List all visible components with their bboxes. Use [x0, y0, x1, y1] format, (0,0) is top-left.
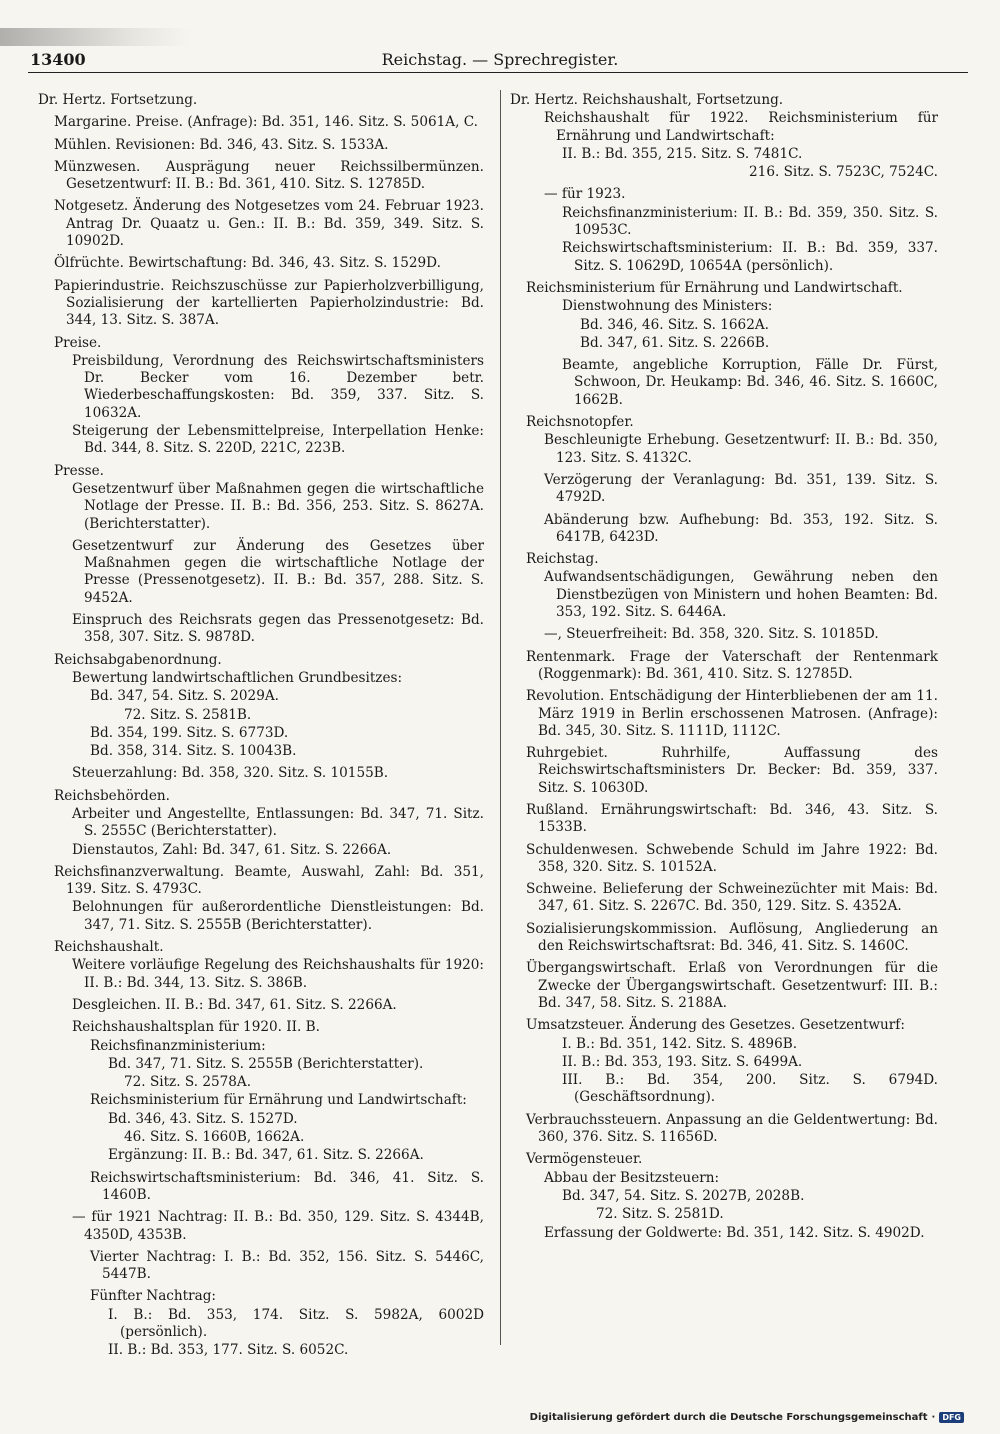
index-entry: Papierindustrie. Reichszuschüsse zur Papierholzverbilligung, Sozialisierung der kartellierten Papierholzindustrie: Bd. 344, 13. Sitz. S. 387A. [54, 277, 484, 329]
index-entry: Bd. 358, 314. Sitz. S. 10043B. [90, 743, 297, 760]
index-entry: Verzögerung der Veranlagung: Bd. 351, 139. Sitz. S. 4792D. [544, 471, 938, 506]
index-entry: Preisbildung, Verordnung des Reichswirtschaftsministers Dr. Becker vom 16. Dezember betr. Wiederbeschaffungskosten: Bd. 359, 337. Sitz. S. 10632A. [72, 352, 484, 421]
index-entry: Abänderung bzw. Aufhebung: Bd. 353, 192. Sitz. S. 6417B, 6423D. [544, 511, 938, 545]
index-entry: Abbau der Besitzsteuern: [544, 1169, 720, 1186]
index-entry: Reichshaushalt. [54, 939, 164, 956]
index-entry: Reichswirtschaftsministerium: Bd. 346, 41. Sitz. S. 1460B. [90, 1169, 484, 1203]
index-entry: Reichsfinanzministerium: II. B.: Bd. 359, 350. Sitz. S. 10953C. [562, 204, 938, 239]
index-entry: II. B.: Bd. 355, 215. Sitz. S. 7481C. [562, 145, 803, 162]
page-number: 13400 [30, 50, 86, 69]
index-entry: Reichshaushalt für 1922. Reichsministerium für Ernährung und Landwirtschaft: [544, 110, 938, 144]
index-entry: Reichsbehörden. [54, 787, 170, 804]
index-entry: Bd. 354, 199. Sitz. S. 6773D. [90, 724, 289, 741]
index-entry: Bd. 347, 71. Sitz. S. 2555B (Berichterstatter). [108, 1055, 424, 1072]
index-entry: Beamte, angebliche Korruption, Fälle Dr. Fürst, Schwoon, Dr. Heukamp: Bd. 346, 46. Sitz. S. 1660C, 1662B. [562, 357, 938, 408]
index-entry: Dienstautos, Zahl: Bd. 347, 61. Sitz. S. 2266A. [72, 841, 392, 858]
index-entry: Belohnungen für außerordentliche Dienstleistungen: Bd. 347, 71. Sitz. S. 2555B (Berichterstatter). [72, 899, 484, 933]
index-entry: Schweine. Belieferung der Schweinezüchter mit Mais: Bd. 347, 61. Sitz. S. 2267C. Bd. 350, 129. Sitz. S. 4352A. [526, 881, 938, 915]
footer-text: Digitalisierung gefördert durch die Deutsche Forschungsgemeinschaft [529, 1412, 928, 1423]
index-entry: Bd. 347, 54. Sitz. S. 2027B, 2028B. [562, 1187, 805, 1204]
index-entry: Margarine. Preise. (Anfrage): Bd. 351, 146. Sitz. S. 5061A, C. [54, 114, 478, 131]
index-entry: Ölfrüchte. Bewirtschaftung: Bd. 346, 43. Sitz. S. 1529D. [54, 255, 441, 272]
index-entry: Münzwesen. Ausprägung neuer Reichssilbermünzen. Gesetzentwurf: II. B.: Bd. 361, 410. Sitz. S. 12785D. [54, 158, 484, 193]
index-entry: Rußland. Ernährungswirtschaft: Bd. 346, 43. Sitz. S. 1533B. [526, 801, 938, 836]
index-entry: 72. Sitz. S. 2581D. [596, 1206, 724, 1223]
column-divider [500, 90, 501, 1345]
index-entry: Bd. 346, 43. Sitz. S. 1527D. [108, 1110, 298, 1127]
index-entry: Presse. [54, 462, 105, 479]
index-entry: Reichsfinanzministerium: [90, 1037, 266, 1054]
index-entry: II. B.: Bd. 353, 177. Sitz. S. 6052C. [108, 1342, 349, 1359]
index-entry: —, Steuerfreiheit: Bd. 358, 320. Sitz. S. 10185D. [544, 626, 879, 643]
index-entry: Reichsministerium für Ernährung und Landwirtschaft: [90, 1092, 467, 1109]
index-entry: Bewertung landwirtschaftlichen Grundbesitzes: [72, 669, 403, 686]
index-entry: II. B.: Bd. 353, 193. Sitz. S. 6499A. [562, 1053, 803, 1070]
index-entry: Bd. 346, 46. Sitz. S. 1662A. [580, 316, 769, 333]
index-entry: Fünfter Nachtrag: [90, 1288, 217, 1305]
index-entry: Bd. 347, 61. Sitz. S. 2266B. [580, 334, 770, 351]
index-entry: Dienstwohnung des Ministers: [562, 298, 773, 315]
index-entry: Reichsfinanzverwaltung. Beamte, Auswahl, Zahl: Bd. 351, 139. Sitz. S. 4793C. [54, 863, 484, 898]
index-entry: Gesetzentwurf über Maßnahmen gegen die wirtschaftliche Notlage der Presse. II. B.: Bd. 356, 253. Sitz. S. 8627A. (Berichterstatter). [72, 480, 484, 532]
index-entry: Ruhrgebiet. Ruhrhilfe, Auffassung des Reichswirtschaftsministers Dr. Becker: Bd. 359, 337. Sitz. S. 10630D. [526, 745, 938, 796]
index-entry: Reichswirtschaftsministerium: II. B.: Bd. 359, 337. Sitz. S. 10629D, 10654A (persönlich). [562, 240, 938, 274]
index-entry: Einspruch des Reichsrats gegen das Pressenotgesetz: Bd. 358, 307. Sitz. S. 9878D. [72, 612, 484, 646]
index-entry: Gesetzentwurf zur Änderung des Gesetzes über Maßnahmen gegen die wirtschaftliche Notlage der Presse (Pressenotgesetz). II. B.: Bd. 357, 288. Sitz. S. 9452A. [72, 537, 484, 606]
index-entry: Vierter Nachtrag: I. B.: Bd. 352, 156. Sitz. S. 5446C, 5447B. [90, 1248, 484, 1283]
index-entry: — für 1921 Nachtrag: II. B.: Bd. 350, 129. Sitz. S. 4344B, 4350D, 4353B. [72, 1209, 484, 1243]
index-entry: Dr. Hertz. Fortsetzung. [38, 92, 198, 108]
index-entry: Reichstag. [526, 551, 599, 568]
index-entry: Preise. [54, 334, 102, 351]
footer [530, 1412, 964, 1423]
index-entry: Reichsnotopfer. [526, 414, 634, 431]
index-entry: Ergänzung: II. B.: Bd. 347, 61. Sitz. S. 2266A. [108, 1147, 424, 1164]
index-entry: I. B.: Bd. 353, 174. Sitz. S. 5982A, 6002D (persönlich). [108, 1306, 484, 1340]
index-entry: Reichsabgabenordnung. [54, 651, 222, 668]
index-entry: 216. Sitz. S. 7523C, 7524C. [749, 164, 938, 181]
index-entry: 72. Sitz. S. 2581B. [124, 706, 252, 723]
index-entry: — für 1923. [544, 186, 626, 203]
index-entry: Bd. 347, 54. Sitz. S. 2029A. [90, 688, 279, 705]
index-entry: Aufwandsentschädigungen, Gewährung neben den Dienstbezügen von Ministern und hohen Beamten: Bd. 353, 192. Sitz. S. 6446A. [544, 569, 938, 621]
index-entry: Schuldenwesen. Schwebende Schuld im Jahre 1922: Bd. 358, 320. Sitz. S. 10152A. [526, 841, 938, 875]
dfg-logo: · [931, 1412, 936, 1423]
index-entry: Steigerung der Lebensmittelpreise, Interpellation Henke: Bd. 344, 8. Sitz. S. 220D, 221C, 223B. [72, 423, 484, 457]
index-entry: Weitere vorläufige Regelung des Reichshaushalts für 1920: II. B.: Bd. 344, 13. Sitz. S. 386B. [72, 957, 484, 991]
right-column [510, 92, 938, 1247]
index-entry: Rentenmark. Frage der Vaterschaft der Rentenmark (Roggenmark): Bd. 361, 410. Sitz. S. 12785D. [526, 648, 938, 682]
index-entry: Beschleunigte Erhebung. Gesetzentwurf: II. B.: Bd. 350, 123. Sitz. S. 4132C. [544, 432, 938, 466]
index-entry: III. B.: Bd. 354, 200. Sitz. S. 6794D. (Geschäftsordnung). [562, 1072, 938, 1106]
index-entry: 72. Sitz. S. 2578A. [124, 1074, 252, 1091]
index-entry: Notgesetz. Änderung des Notgesetzes vom 24. Februar 1923. Antrag Dr. Quaatz u. Gen.: II. B.: Bd. 359, 349. Sitz. S. 10902D. [54, 198, 484, 250]
index-entry: Erfassung der Goldwerte: Bd. 351, 142. Sitz. S. 4902D. [544, 1224, 925, 1241]
index-entry: I. B.: Bd. 351, 142. Sitz. S. 4896B. [562, 1035, 798, 1052]
index-entry: Verbrauchssteuern. Anpassung an die Geldentwertung: Bd. 360, 376. Sitz. S. 11656D. [526, 1111, 938, 1146]
index-entry: Steuerzahlung: Bd. 358, 320. Sitz. S. 10155B. [72, 765, 389, 782]
index-entry: Reichshaushaltsplan für 1920. II. B. [72, 1019, 320, 1036]
scan-stain [0, 28, 190, 46]
index-entry: Revolution. Entschädigung der Hinterbliebenen der am 11. März 1919 in Berlin erschossenen Matrosen. (Anfrage): Bd. 345, 30. Sitz. S. 1111D, 1112C. [526, 688, 938, 739]
index-entry: Übergangswirtschaft. Erlaß von Verordnungen für die Zwecke der Übergangswirtschaft. Gesetzentwurf: III. B.: Bd. 347, 58. Sitz. S. 2188A. [526, 960, 938, 1011]
index-entry: Desgleichen. II. B.: Bd. 347, 61. Sitz. S. 2266A. [72, 996, 397, 1013]
index-entry: Vermögensteuer. [526, 1151, 643, 1168]
left-column [38, 92, 484, 1365]
index-entry: Dr. Hertz. Reichshaushalt, Fortsetzung. [510, 92, 784, 108]
index-entry: Umsatzsteuer. Änderung des Gesetzes. Gesetzentwurf: [526, 1017, 905, 1034]
index-entry: Sozialisierungskommission. Auflösung, Angliederung an den Reichswirtschaftsrat: Bd. 346, 41. Sitz. S. 1460C. [526, 920, 938, 955]
index-entry: Reichsministerium für Ernährung und Landwirtschaft. [526, 279, 903, 296]
index-entry: Arbeiter und Angestellte, Entlassungen: Bd. 347, 71. Sitz. S. 2555C (Berichterstatter). [72, 805, 484, 840]
dfg-logo-badge: DFG [939, 1412, 964, 1423]
running-head: Reichstag. — Sprechregister. [381, 50, 619, 69]
index-entry: Mühlen. Revisionen: Bd. 346, 43. Sitz. S. 1533A. [54, 136, 389, 153]
index-entry: 46. Sitz. S. 1660B, 1662A. [124, 1129, 305, 1146]
header-rule [28, 72, 968, 73]
